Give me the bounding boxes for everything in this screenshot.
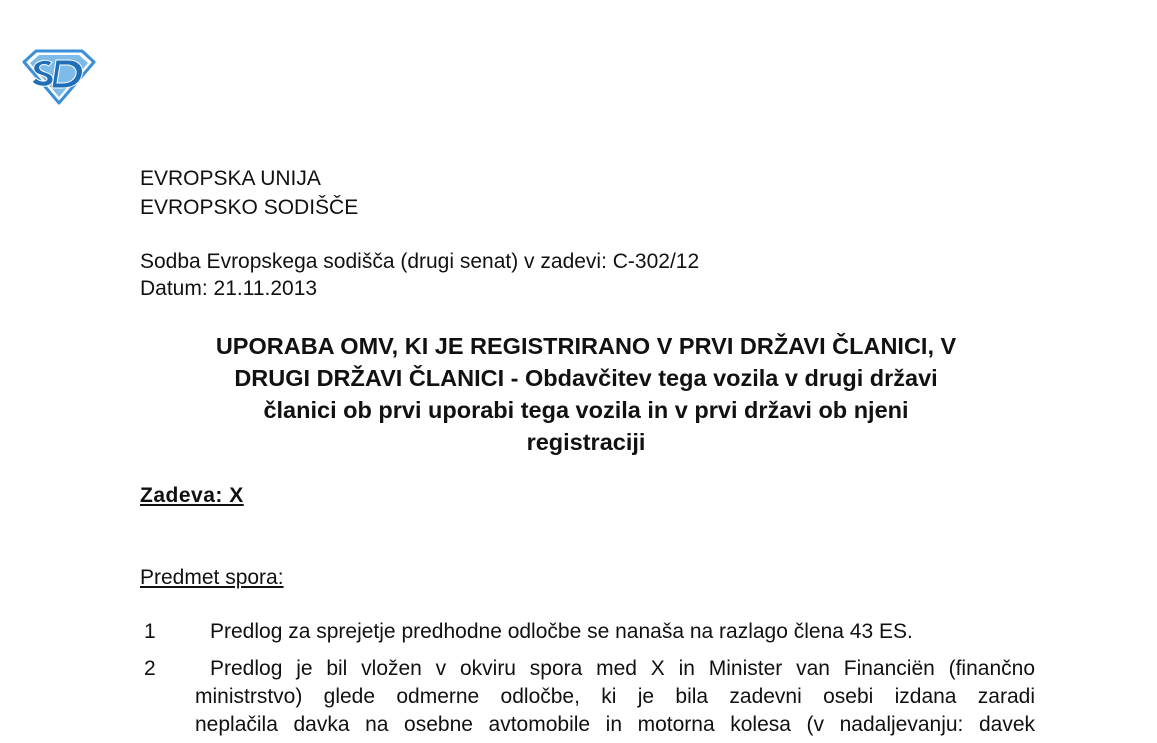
paragraph-body	[195, 618, 1035, 646]
title-line: DRUGI DRŽAVI ČLANICI - Obdavčitev tega vozila v drugi državi	[234, 365, 938, 391]
title-line: UPORABA OMV, KI JE REGISTRIRANO V PRVI DRŽAVI ČLANICI, V	[215, 333, 957, 359]
case-subject: Zadeva: X	[140, 484, 244, 507]
court-logo	[22, 48, 96, 106]
paragraph-line: neplačila davka na osebne avtomobile in motorna kolesa (v nadaljevanju: davek	[195, 713, 1035, 736]
org-line-1: EVROPSKA UNIJA	[140, 167, 321, 190]
judgment-date: Datum: 21.11.2013	[140, 277, 318, 300]
paragraph-line: Predlog za sprejetje predhodne odločbe se nanaša na razlago člena 43 ES.	[210, 620, 913, 643]
case-reference: Sodba Evropskega sodišča (drugi senat) v zadevi: C-302/12	[140, 250, 700, 273]
paragraph	[140, 618, 1035, 646]
section-heading: Predmet spora:	[140, 566, 284, 589]
document-title	[140, 330, 1032, 458]
paragraph-number: 2	[144, 657, 156, 680]
org-line-2: EVROPSKO SODIŠČE	[140, 196, 359, 219]
paragraph-line: ministrstvo) glede odmerne odločbe, ki je bila zadevni osebi izdana zaradi	[195, 685, 1035, 708]
paragraph-line: Predlog je bil vložen v okviru spora med X in Minister van Financiën (finančno	[210, 657, 1035, 680]
shield-logo-icon	[22, 48, 96, 106]
title-line: članici ob prvi uporabi tega vozila in v prvi državi ob njeni	[263, 397, 909, 423]
paragraph	[140, 655, 1035, 739]
paragraph-body	[195, 655, 1035, 739]
paragraph-number: 1	[144, 620, 156, 643]
title-line: registraciji	[526, 429, 646, 455]
